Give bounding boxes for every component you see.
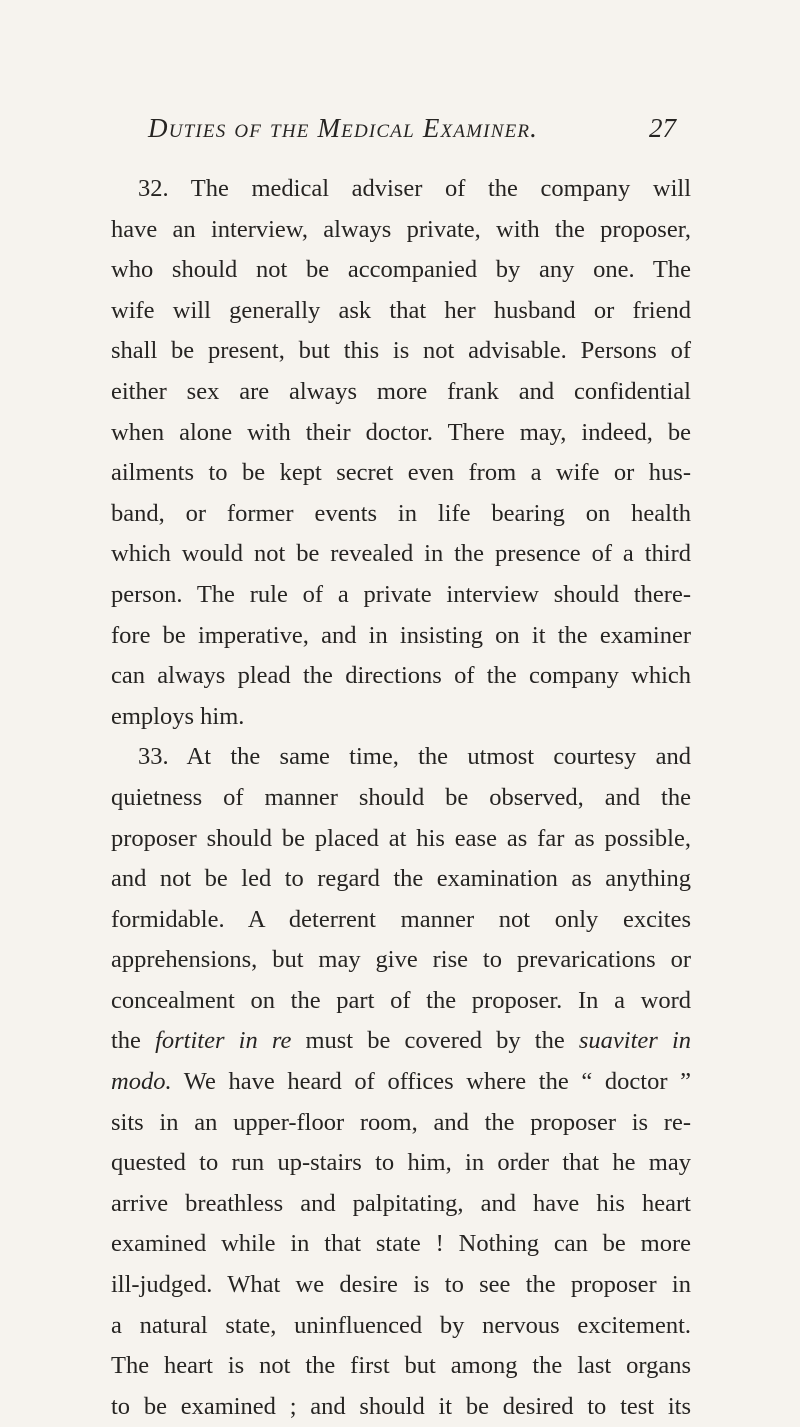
text-line: which would not be revealed in the presence of a third <box>111 540 691 568</box>
latin-phrase-fortiter-in-re: fortiter in re <box>155 1027 292 1055</box>
text-line-final: to be examined ; and should it be desired to test its <box>111 1392 691 1420</box>
text-line: proposer should be placed at his ease as far as possible, <box>111 824 691 852</box>
latin-phrase-modo: modo. <box>111 1068 172 1096</box>
text-fragment: the <box>111 1027 156 1055</box>
text-line: a natural state, uninfluenced by nervous excitement. <box>111 1311 691 1339</box>
text-line: examined while in that state ! Nothing can be more <box>111 1230 691 1258</box>
text-line: person. The rule of a private interview should there- <box>111 580 691 608</box>
running-head <box>148 113 676 147</box>
text-line: who should not be accompanied by any one. The <box>111 256 691 284</box>
latin-phrase-suaviter-in: suaviter in <box>578 1027 691 1055</box>
text-line: either sex are always more frank and confidential <box>111 377 691 405</box>
paragraph-33-start: 33. At the same time, the utmost courtesy and <box>138 743 691 771</box>
text-line: ill-judged. What we desire is to see the proposer in <box>111 1271 691 1299</box>
body-text <box>111 169 691 1427</box>
text-line: have an interview, always private, with the proposer, <box>111 215 691 243</box>
text-line: apprehensions, but may give rise to prevarications or <box>111 946 691 974</box>
text-line-fortiter <box>111 1021 691 1062</box>
text-line: can always plead the directions of the company which <box>111 662 691 690</box>
text-fragment: We have heard of offices where the “ doctor ” <box>171 1068 691 1096</box>
running-head-title: Duties of the Medical Examiner. <box>148 113 539 143</box>
paragraph-32-end: employs him. <box>111 702 245 730</box>
text-line-modo <box>111 1062 691 1103</box>
text-line: quested to run up-stairs to him, in order that he may <box>111 1149 691 1177</box>
text-line: and not be led to regard the examination as anything <box>111 865 691 893</box>
text-line: shall be present, but this is not advisable. Persons of <box>111 337 691 365</box>
text-line: fore be imperative, and in insisting on it the examiner <box>111 621 691 649</box>
text-fragment: must be covered by the <box>291 1027 579 1055</box>
text-line: wife will generally ask that her husband or friend <box>111 296 691 324</box>
page-number: 27 <box>649 113 676 143</box>
text-line: concealment on the part of the proposer. In a word <box>111 986 691 1014</box>
text-line: arrive breathless and palpitating, and have his heart <box>111 1189 691 1217</box>
text-line: sits in an upper-floor room, and the proposer is re- <box>111 1108 691 1136</box>
paragraph-32-start: 32. The medical adviser of the company will <box>138 175 691 202</box>
text-line: The heart is not the first but among the last organs <box>111 1352 691 1380</box>
text-line: band, or former events in life bearing on health <box>111 499 691 527</box>
text-line: formidable. A deterrent manner not only excites <box>111 905 691 933</box>
text-line: when alone with their doctor. There may, indeed, be <box>111 418 691 446</box>
text-line: ailments to be kept secret even from a wife or hus- <box>111 459 691 487</box>
text-line: quietness of manner should be observed, and the <box>111 783 691 811</box>
